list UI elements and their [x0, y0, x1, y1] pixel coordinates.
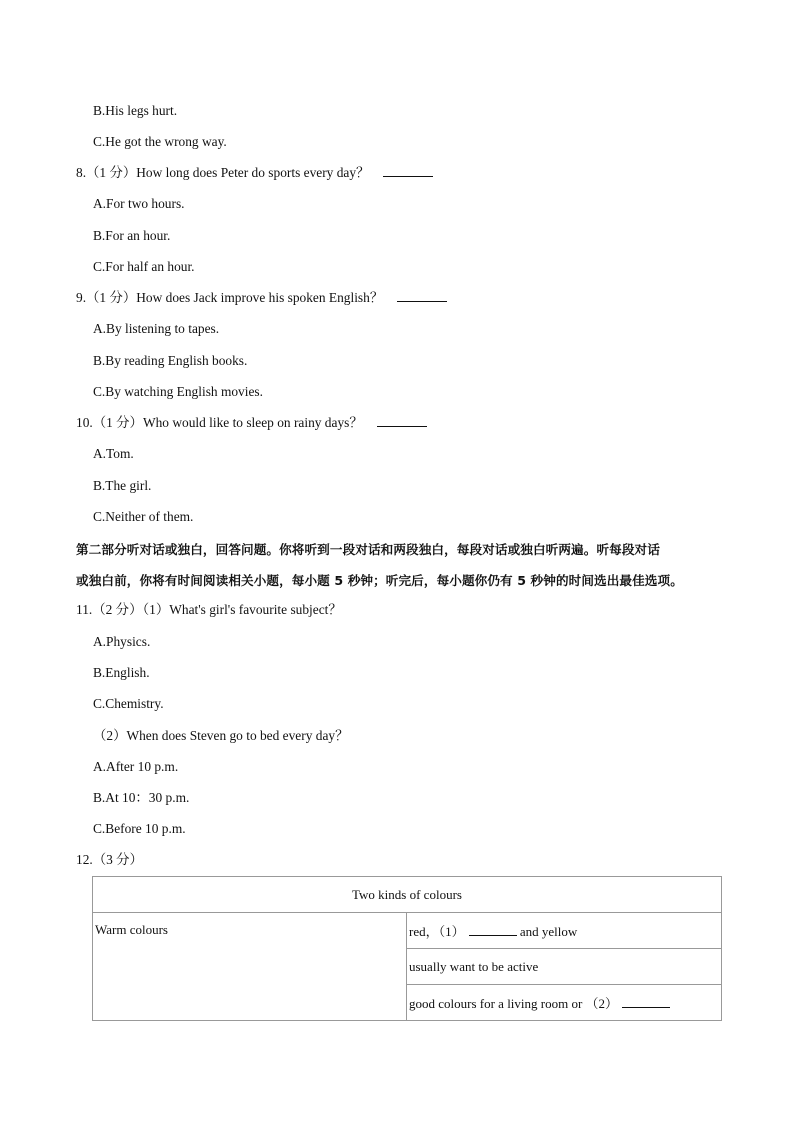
q12-stem: 12.（3 分） — [76, 852, 143, 867]
q8-answer-blank[interactable] — [383, 164, 433, 177]
q11-option-b[interactable]: B.English. — [93, 665, 150, 680]
q10-option-b[interactable]: B.The girl. — [93, 478, 152, 493]
q9-answer-blank[interactable] — [397, 289, 447, 302]
q11-sub2-option-a[interactable]: A.After 10 p.m. — [93, 759, 179, 774]
q7-option-b[interactable]: B.His legs hurt. — [93, 103, 178, 118]
q9-option-a[interactable]: A.By listening to tapes. — [93, 321, 220, 336]
table-row-active: usually want to be active — [407, 949, 722, 985]
table-row-colours: red，（1） and yellow — [407, 913, 722, 949]
q8-option-c[interactable]: C.For half an hour. — [93, 259, 195, 274]
q7-option-c[interactable]: C.He got the wrong way. — [93, 134, 227, 149]
q11-option-c[interactable]: C.Chemistry. — [93, 696, 164, 711]
table-warm-colours-label: Warm colours — [93, 913, 407, 1021]
q9-option-c[interactable]: C.By watching English movies. — [93, 384, 263, 399]
table-blank-1[interactable] — [469, 923, 517, 936]
table-title: Two kinds of colours — [93, 877, 722, 913]
q10-stem: 10.（1 分）Who would like to sleep on rainy days？ — [76, 414, 427, 432]
table-row-living-room: good colours for a living room or （2） — [407, 985, 722, 1021]
table-blank-2[interactable] — [622, 995, 670, 1008]
q8-option-b[interactable]: B.For an hour. — [93, 228, 171, 243]
q10-option-c[interactable]: C.Neither of them. — [93, 509, 194, 524]
q11-sub2-option-b[interactable]: B.At 10：30 p.m. — [93, 790, 190, 805]
section2-line2: 或独白前，你将有时间阅读相关小题，每小题 5 秒钟；听完后，每小题你仍有 5 秒钟的时间选出最佳选项。 — [76, 573, 683, 588]
section2-instructions — [76, 534, 726, 596]
section2-line1: 第二部分听对话或独白，回答问题。你将听到一段对话和两段独白，每段对话或独白听两遍。听每段对话 — [76, 542, 660, 557]
q10-answer-blank[interactable] — [377, 414, 427, 427]
colours-table — [92, 876, 722, 1021]
q11-sub2-option-c[interactable]: C.Before 10 p.m. — [93, 821, 186, 836]
q9-stem: 9.（1 分）How does Jack improve his spoken English？ — [76, 289, 447, 307]
q10-option-a[interactable]: A.Tom. — [93, 446, 134, 461]
q11-stem: 11.（2 分）（1）What's girl's favourite subject？ — [76, 602, 342, 617]
q8-option-a[interactable]: A.For two hours. — [93, 196, 185, 211]
q9-option-b[interactable]: B.By reading English books. — [93, 353, 248, 368]
q11-option-a[interactable]: A.Physics. — [93, 634, 151, 649]
q11-sub2-stem: （2）When does Steven go to bed every day？ — [93, 728, 349, 743]
q8-stem: 8.（1 分）How long does Peter do sports every day？ — [76, 164, 433, 182]
